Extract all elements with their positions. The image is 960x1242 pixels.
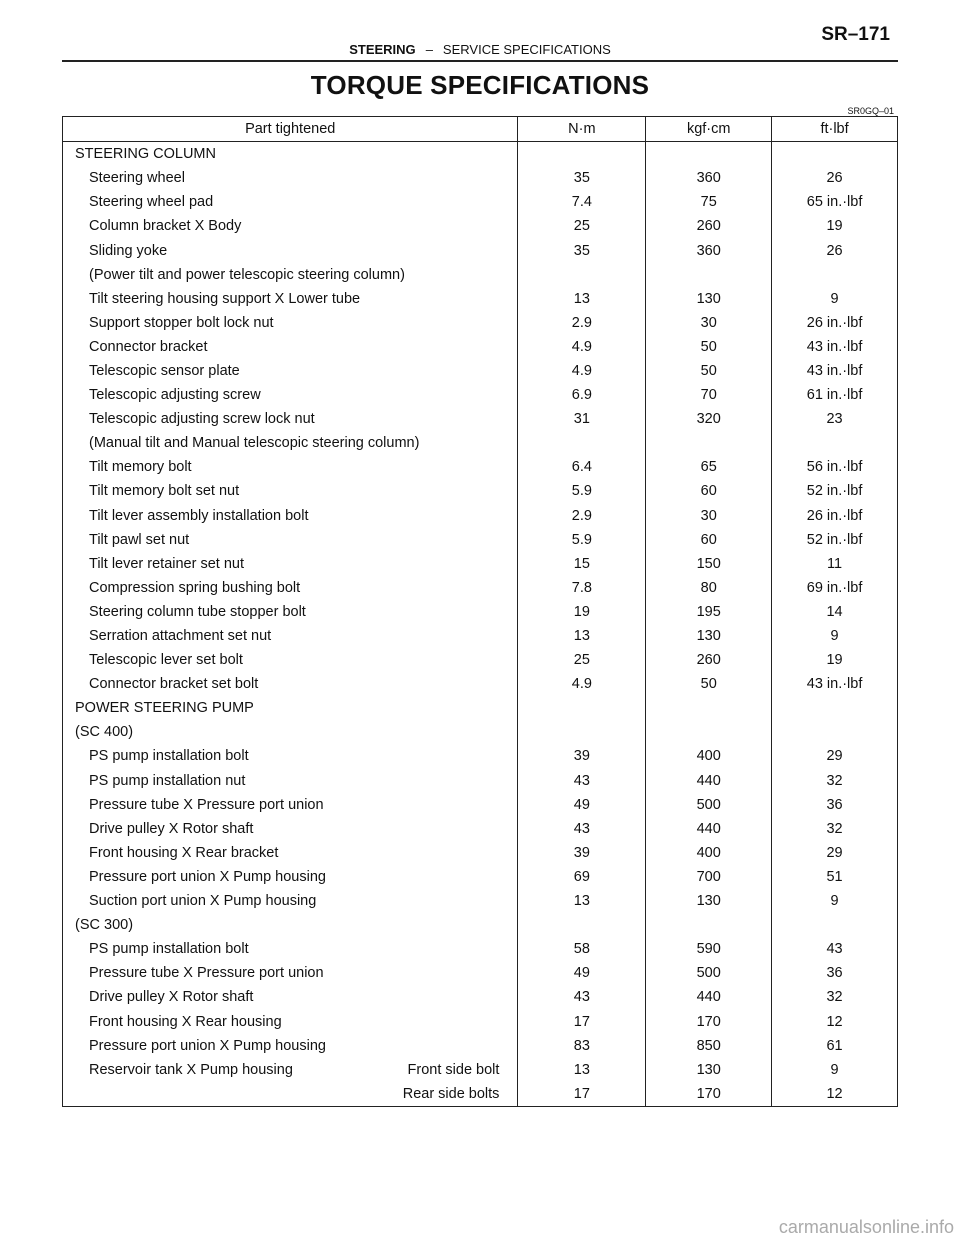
part-name: Compression spring bushing bolt <box>89 579 301 596</box>
part-cell <box>63 214 518 238</box>
kgf-cm-value: 30 <box>646 311 772 335</box>
nm-value: 7.8 <box>518 576 646 600</box>
table-row <box>63 961 898 985</box>
part-subname: Rear side bolts <box>402 1085 500 1102</box>
part-name: Tilt pawl set nut <box>89 531 190 548</box>
kgf-cm-value: 360 <box>646 166 772 190</box>
part-cell <box>63 672 518 696</box>
table-row <box>63 263 898 287</box>
ft-lbf-value: 26 <box>772 166 898 190</box>
kgf-cm-value: 60 <box>646 528 772 552</box>
ft-lbf-value: 43 <box>772 937 898 961</box>
kgf-cm-value: 65 <box>646 455 772 479</box>
part-cell <box>63 600 518 624</box>
kgf-cm-value: 75 <box>646 190 772 214</box>
nm-value: 13 <box>518 287 646 311</box>
kgf-cm-value: 260 <box>646 214 772 238</box>
part-name: PS pump installation bolt <box>89 748 249 765</box>
ft-lbf-value: 19 <box>772 648 898 672</box>
table-row <box>63 600 898 624</box>
table-row <box>63 769 898 793</box>
part-name: Telescopic adjusting screw <box>89 387 261 404</box>
ft-lbf-value: 9 <box>772 624 898 648</box>
ft-lbf-value <box>772 142 898 167</box>
part-cell <box>63 769 518 793</box>
nm-value: 35 <box>518 166 646 190</box>
part-cell <box>63 455 518 479</box>
kgf-cm-value: 170 <box>646 1009 772 1033</box>
table-row <box>63 455 898 479</box>
ft-lbf-value: 29 <box>772 744 898 768</box>
nm-value: 58 <box>518 937 646 961</box>
table-row <box>63 1009 898 1033</box>
part-name: Sliding yoke <box>89 242 168 259</box>
table-row <box>63 865 898 889</box>
header-rule <box>62 60 898 62</box>
table-row <box>63 238 898 262</box>
ft-lbf-value: 61 in.·lbf <box>772 383 898 407</box>
table-row <box>63 889 898 913</box>
part-cell <box>63 263 518 287</box>
ft-lbf-value: 36 <box>772 793 898 817</box>
table-row <box>63 359 898 383</box>
kgf-cm-value: 130 <box>646 889 772 913</box>
part-name: Connector bracket set bolt <box>89 676 259 693</box>
part-name: (Power tilt and power telescopic steering column) <box>89 266 405 283</box>
table-row <box>63 696 898 720</box>
kgf-cm-value: 320 <box>646 407 772 431</box>
part-cell <box>63 335 518 359</box>
page-header <box>62 22 898 60</box>
part-name: Connector bracket <box>89 338 208 355</box>
ft-lbf-value <box>772 913 898 937</box>
nm-value: 31 <box>518 407 646 431</box>
nm-value: 5.9 <box>518 479 646 503</box>
kgf-cm-value: 400 <box>646 841 772 865</box>
kgf-cm-value: 50 <box>646 672 772 696</box>
part-name: Steering wheel <box>89 170 185 187</box>
table-row <box>63 793 898 817</box>
nm-value: 83 <box>518 1034 646 1058</box>
part-name: (Manual tilt and Manual telescopic steering column) <box>89 435 420 452</box>
nm-value: 25 <box>518 214 646 238</box>
ft-lbf-value <box>772 263 898 287</box>
kgf-cm-value <box>646 263 772 287</box>
part-cell <box>63 431 518 455</box>
part-cell <box>63 648 518 672</box>
table-row <box>63 311 898 335</box>
table-body <box>63 142 898 1107</box>
document-code: SR0GQ–01 <box>847 106 894 116</box>
part-name: Tilt memory bolt <box>89 459 192 476</box>
part-name: Front housing X Rear bracket <box>89 844 279 861</box>
part-cell <box>63 142 518 167</box>
ft-lbf-value: 65 in.·lbf <box>772 190 898 214</box>
part-name: Pressure port union X Pump housing <box>89 1037 326 1054</box>
part-name: Drive pulley X Rotor shaft <box>89 989 254 1006</box>
nm-value <box>518 696 646 720</box>
table-row <box>63 552 898 576</box>
nm-value: 49 <box>518 793 646 817</box>
ft-lbf-value: 43 in.·lbf <box>772 359 898 383</box>
table-row <box>63 1034 898 1058</box>
kgf-cm-value: 440 <box>646 985 772 1009</box>
nm-value: 4.9 <box>518 672 646 696</box>
kgf-cm-value: 50 <box>646 335 772 359</box>
table-row <box>63 479 898 503</box>
part-cell <box>63 913 518 937</box>
table-row <box>63 1082 898 1107</box>
nm-value: 43 <box>518 769 646 793</box>
part-name: Tilt memory bolt set nut <box>89 483 240 500</box>
part-name: POWER STEERING PUMP <box>75 700 254 717</box>
table-row <box>63 648 898 672</box>
nm-value <box>518 720 646 744</box>
ft-lbf-value: 56 in.·lbf <box>772 455 898 479</box>
part-name: PS pump installation bolt <box>89 941 249 958</box>
part-cell <box>63 166 518 190</box>
ft-lbf-value: 9 <box>772 287 898 311</box>
part-cell <box>63 383 518 407</box>
kgf-cm-value <box>646 913 772 937</box>
table-row <box>63 841 898 865</box>
kgf-cm-value: 130 <box>646 287 772 311</box>
nm-value: 49 <box>518 961 646 985</box>
kgf-cm-value: 150 <box>646 552 772 576</box>
table-row <box>63 214 898 238</box>
ft-lbf-value: 43 in.·lbf <box>772 335 898 359</box>
ft-lbf-value: 32 <box>772 985 898 1009</box>
column-header-nm: N·m <box>518 117 646 142</box>
table-row <box>63 287 898 311</box>
ft-lbf-value: 52 in.·lbf <box>772 528 898 552</box>
part-cell <box>63 817 518 841</box>
part-cell <box>63 479 518 503</box>
table-row <box>63 528 898 552</box>
kgf-cm-value: 500 <box>646 961 772 985</box>
column-header-ft-lbf: ft·lbf <box>772 117 898 142</box>
table-row <box>63 672 898 696</box>
part-subname: Front side bolt <box>407 1061 500 1078</box>
part-name: Telescopic adjusting screw lock nut <box>89 411 315 428</box>
nm-value: 5.9 <box>518 528 646 552</box>
ft-lbf-value: 32 <box>772 817 898 841</box>
part-name: Telescopic lever set bolt <box>89 652 243 669</box>
nm-value: 7.4 <box>518 190 646 214</box>
header-section: STEERING <box>349 42 416 57</box>
ft-lbf-value: 43 in.·lbf <box>772 672 898 696</box>
part-name: Reservoir tank X Pump housing <box>89 1061 293 1078</box>
part-name: PS pump installation nut <box>89 772 246 789</box>
ft-lbf-value: 11 <box>772 552 898 576</box>
nm-value: 6.9 <box>518 383 646 407</box>
part-name: Tilt lever retainer set nut <box>89 555 244 572</box>
part-name: Front housing X Rear housing <box>89 1013 282 1030</box>
column-header-part: Part tightened <box>63 117 518 142</box>
part-name: (SC 400) <box>75 724 134 741</box>
kgf-cm-value: 130 <box>646 1058 772 1082</box>
table-row <box>63 576 898 600</box>
kgf-cm-value: 70 <box>646 383 772 407</box>
ft-lbf-value: 26 in.·lbf <box>772 311 898 335</box>
part-cell <box>63 841 518 865</box>
part-name: Steering column tube stopper bolt <box>89 603 306 620</box>
ft-lbf-value: 9 <box>772 1058 898 1082</box>
table-row <box>63 504 898 528</box>
part-cell <box>63 696 518 720</box>
kgf-cm-value: 400 <box>646 744 772 768</box>
nm-value: 19 <box>518 600 646 624</box>
table-row <box>63 335 898 359</box>
nm-value: 69 <box>518 865 646 889</box>
nm-value: 15 <box>518 552 646 576</box>
part-cell <box>63 937 518 961</box>
kgf-cm-value: 30 <box>646 504 772 528</box>
nm-value: 4.9 <box>518 335 646 359</box>
part-cell <box>63 407 518 431</box>
part-name: Serration attachment set nut <box>89 628 272 645</box>
ft-lbf-value: 26 in.·lbf <box>772 504 898 528</box>
part-cell <box>63 793 518 817</box>
table-header-row <box>63 117 898 142</box>
ft-lbf-value <box>772 431 898 455</box>
page-number: SR–171 <box>821 24 890 45</box>
part-cell <box>63 287 518 311</box>
ft-lbf-value: 12 <box>772 1009 898 1033</box>
part-cell <box>63 190 518 214</box>
part-cell <box>63 1058 518 1082</box>
table-row <box>63 720 898 744</box>
watermark: carmanualsonline.info <box>778 1217 954 1237</box>
nm-value: 17 <box>518 1082 646 1107</box>
part-name: Drive pulley X Rotor shaft <box>89 820 254 837</box>
nm-value: 2.9 <box>518 504 646 528</box>
nm-value: 25 <box>518 648 646 672</box>
kgf-cm-value <box>646 431 772 455</box>
kgf-cm-value: 500 <box>646 793 772 817</box>
table-row <box>63 383 898 407</box>
page-title: TORQUE SPECIFICATIONS <box>310 70 650 100</box>
running-header <box>62 42 898 57</box>
nm-value: 2.9 <box>518 311 646 335</box>
part-cell <box>63 1034 518 1058</box>
part-cell <box>63 624 518 648</box>
ft-lbf-value <box>772 720 898 744</box>
nm-value <box>518 263 646 287</box>
nm-value: 17 <box>518 1009 646 1033</box>
nm-value: 43 <box>518 985 646 1009</box>
ft-lbf-value: 23 <box>772 407 898 431</box>
kgf-cm-value: 60 <box>646 479 772 503</box>
part-name: Pressure port union X Pump housing <box>89 868 326 885</box>
kgf-cm-value: 850 <box>646 1034 772 1058</box>
table-row <box>63 744 898 768</box>
part-cell <box>63 985 518 1009</box>
ft-lbf-value: 61 <box>772 1034 898 1058</box>
ft-lbf-value: 29 <box>772 841 898 865</box>
header-separator: – <box>425 42 433 57</box>
part-cell <box>63 961 518 985</box>
table-row <box>63 624 898 648</box>
part-cell <box>63 359 518 383</box>
part-cell <box>63 311 518 335</box>
part-cell <box>63 1082 518 1107</box>
nm-value: 13 <box>518 624 646 648</box>
table-row <box>63 431 898 455</box>
kgf-cm-value: 80 <box>646 576 772 600</box>
kgf-cm-value <box>646 696 772 720</box>
part-cell <box>63 889 518 913</box>
nm-value: 35 <box>518 238 646 262</box>
ft-lbf-value: 51 <box>772 865 898 889</box>
table-row <box>63 913 898 937</box>
nm-value: 39 <box>518 841 646 865</box>
table-row <box>63 166 898 190</box>
table-row <box>63 190 898 214</box>
ft-lbf-value <box>772 696 898 720</box>
table-row <box>63 142 898 167</box>
nm-value: 4.9 <box>518 359 646 383</box>
table-row <box>63 1058 898 1082</box>
kgf-cm-value: 590 <box>646 937 772 961</box>
table-row <box>63 407 898 431</box>
kgf-cm-value: 700 <box>646 865 772 889</box>
kgf-cm-value <box>646 720 772 744</box>
ft-lbf-value: 52 in.·lbf <box>772 479 898 503</box>
part-cell <box>63 528 518 552</box>
part-cell <box>63 576 518 600</box>
kgf-cm-value: 170 <box>646 1082 772 1107</box>
part-cell <box>63 1009 518 1033</box>
kgf-cm-value: 440 <box>646 817 772 841</box>
column-header-kgf-cm: kgf·cm <box>646 117 772 142</box>
part-name: STEERING COLUMN <box>75 146 216 163</box>
kgf-cm-value <box>646 142 772 167</box>
kgf-cm-value: 440 <box>646 769 772 793</box>
part-name: Telescopic sensor plate <box>89 362 240 379</box>
part-cell <box>63 552 518 576</box>
table-row <box>63 985 898 1009</box>
part-cell <box>63 744 518 768</box>
table-row <box>63 817 898 841</box>
part-cell <box>63 865 518 889</box>
torque-spec-table <box>62 116 898 1107</box>
ft-lbf-value: 19 <box>772 214 898 238</box>
part-cell <box>63 238 518 262</box>
ft-lbf-value: 14 <box>772 600 898 624</box>
nm-value: 13 <box>518 889 646 913</box>
part-cell <box>63 504 518 528</box>
kgf-cm-value: 260 <box>646 648 772 672</box>
kgf-cm-value: 360 <box>646 238 772 262</box>
ft-lbf-value: 32 <box>772 769 898 793</box>
nm-value <box>518 913 646 937</box>
nm-value <box>518 431 646 455</box>
nm-value <box>518 142 646 167</box>
part-name: Steering wheel pad <box>89 194 214 211</box>
kgf-cm-value: 195 <box>646 600 772 624</box>
nm-value: 13 <box>518 1058 646 1082</box>
ft-lbf-value: 69 in.·lbf <box>772 576 898 600</box>
part-name: Pressure tube X Pressure port union <box>89 965 324 982</box>
kgf-cm-value: 130 <box>646 624 772 648</box>
ft-lbf-value: 9 <box>772 889 898 913</box>
ft-lbf-value: 26 <box>772 238 898 262</box>
ft-lbf-value: 12 <box>772 1082 898 1107</box>
part-name: Column bracket X Body <box>89 218 242 235</box>
part-cell <box>63 720 518 744</box>
part-name: Support stopper bolt lock nut <box>89 314 274 331</box>
part-name: Suction port union X Pump housing <box>89 893 317 910</box>
kgf-cm-value: 50 <box>646 359 772 383</box>
header-subsection: SERVICE SPECIFICATIONS <box>442 42 611 57</box>
table-row <box>63 937 898 961</box>
nm-value: 39 <box>518 744 646 768</box>
nm-value: 43 <box>518 817 646 841</box>
part-name: Tilt lever assembly installation bolt <box>89 507 309 524</box>
part-name: Tilt steering housing support X Lower tube <box>89 290 361 307</box>
nm-value: 6.4 <box>518 455 646 479</box>
part-name: Pressure tube X Pressure port union <box>89 796 324 813</box>
ft-lbf-value: 36 <box>772 961 898 985</box>
part-name: (SC 300) <box>75 917 134 934</box>
